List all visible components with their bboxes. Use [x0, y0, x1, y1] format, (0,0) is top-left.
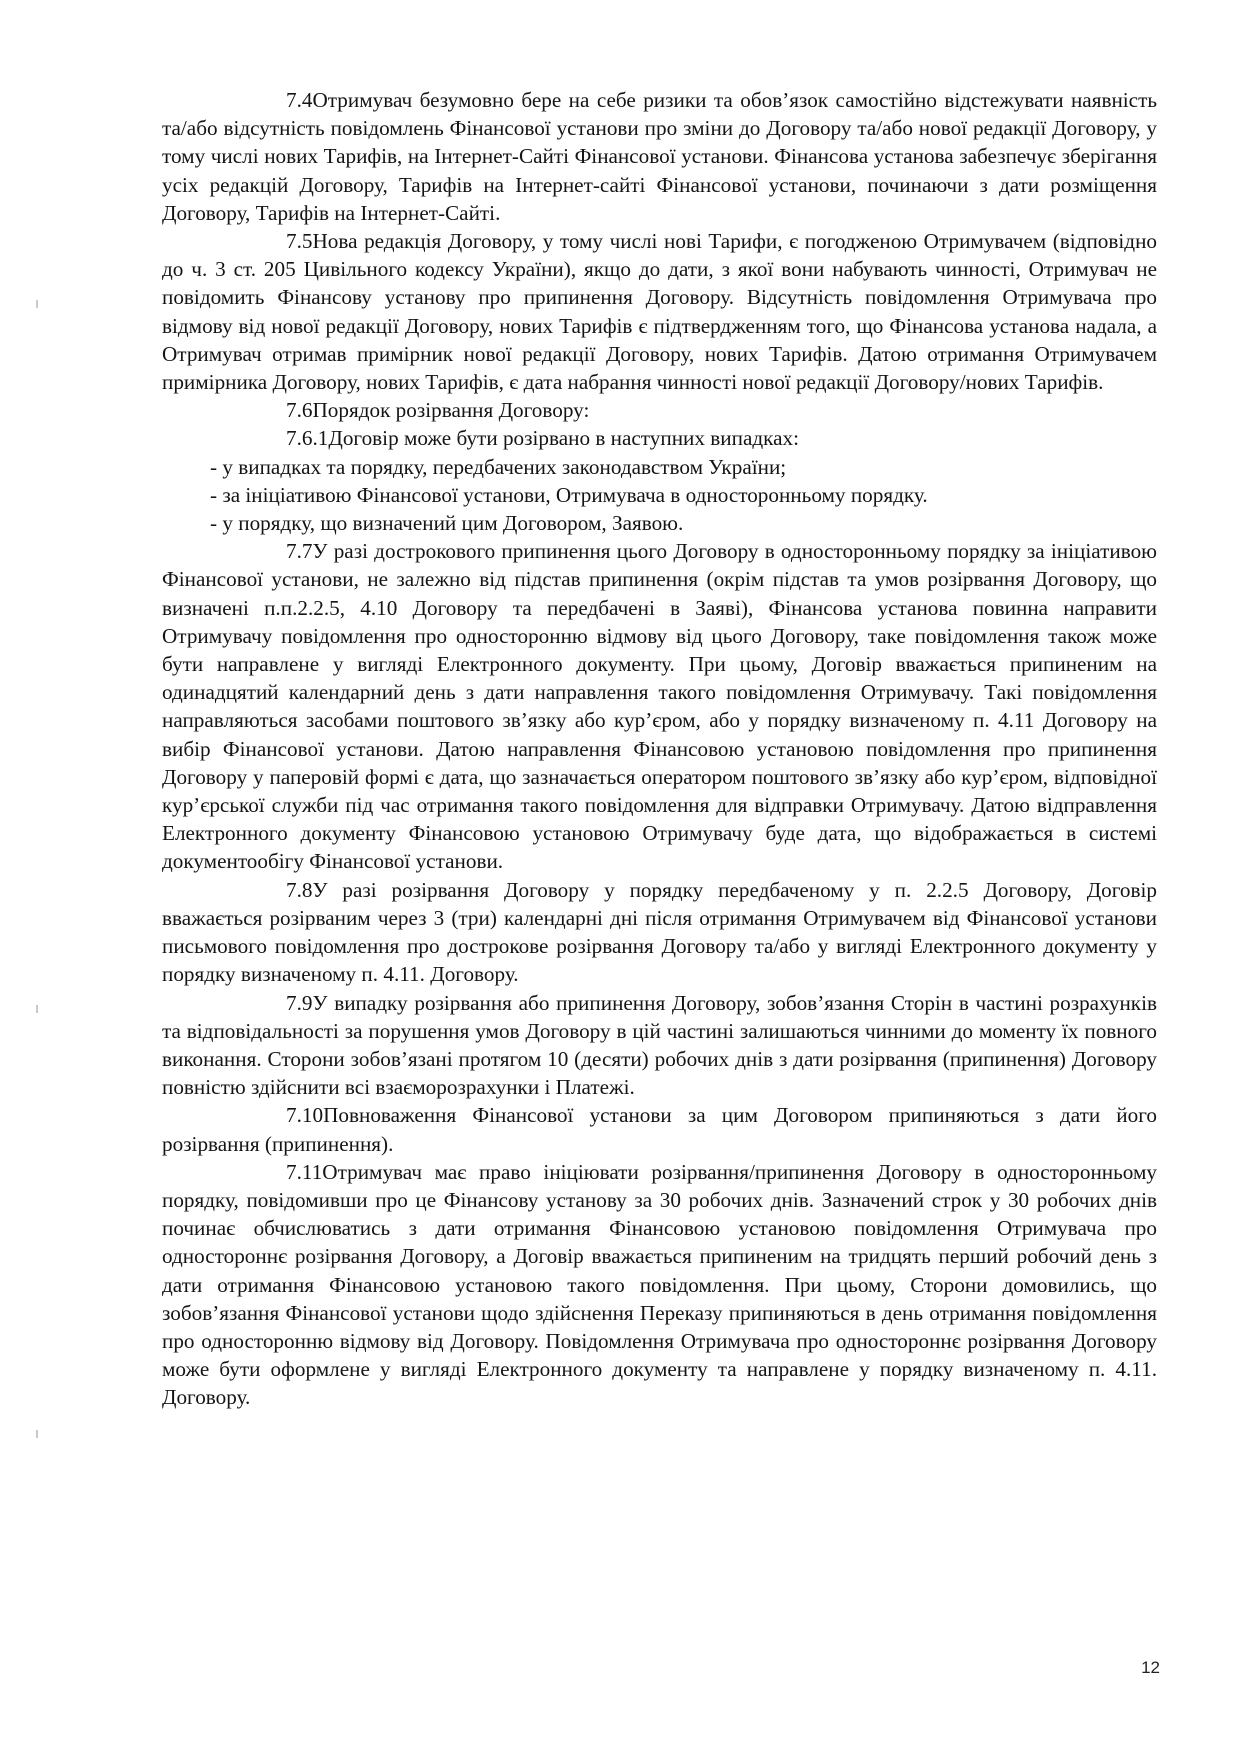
clause-number: 7.7 [286, 539, 313, 564]
scan-artifact [36, 1430, 38, 1438]
clause-number: 7.6.1 [286, 426, 329, 451]
clause-number: 7.8 [286, 877, 313, 902]
clause-7-4 [162, 86, 1157, 227]
list-item: - у випадках та порядку, передбачених законодавством України; [210, 454, 787, 479]
scan-artifact [36, 1005, 38, 1013]
list-item: - за ініціативою Фінансової установи, Отримувача в односторонньому порядку. [210, 482, 928, 507]
clause-text: Договір може бути розірвано в наступних випадках: [328, 426, 799, 451]
clause-text: У разі розірвання Договору у порядку передбаченому у п. 2.2.5 Договору, Договір вважається розірваним через 3 (три) календарні дні після отримання Отримувачем від Фінансової установи письмового повідомлення про дострокове розірвання Договору та/або у вигляді Електронного документу у порядку визначеному п. 4.11. Договору. [162, 877, 1157, 987]
clause-7-5 [162, 227, 1157, 396]
clause-number: 7.11 [286, 1159, 323, 1184]
clause-number: 7.4 [286, 88, 313, 112]
clause-number: 7.5 [286, 229, 313, 254]
clause-7-11 [162, 1158, 1157, 1412]
page-number: 12 [1141, 1658, 1160, 1677]
scan-artifact [36, 300, 38, 308]
clause-7-6 [162, 396, 1157, 424]
clause-text: Отримувач має право ініціювати розірвання/припинення Договору в односторонньому порядку, повідомивши про це Фінансову установу за 30 робочих днів. Зазначений строк у 30 робочих днів починає обчислюватись з дати отримання Фінансовою установою повідомлення Отримувача про одностороннє розірвання Договору, а Договір вважається припиненим на тридцять перший робочий день з дати отримання Фінансовою установою такого повідомлення. При цьому, Сторони домовились, що зобов’язання Фінансової установи щодо здійснення Переказу припиняються в день отримання повідомлення про односторонню відмову від Договору. Повідомлення Отримувача про одностороннє розірвання Договору може бути оформлене у вигляді Електронного документу та направлене у порядку визначеному п. 4.11. Договору. [162, 1159, 1157, 1410]
clause-7-9 [162, 989, 1157, 1102]
clause-text: Порядок розірвання Договору: [312, 398, 590, 423]
list-item: - у порядку, що визначений цим Договором, Заявою. [210, 511, 684, 536]
clause-text: У випадку розірвання або припинення Договору, зобов’язання Сторін в частині розрахунків та відповідальності за порушення умов Договору в цій частині залишаються чинними до моменту їх повного виконання. Сторони зобов’язані протягом 10 (десяти) робочих днів з дати розірвання (припинення) Договору повністю здійснити всі взаєморозрахунки і Платежі. [162, 990, 1157, 1100]
clause-7-8 [162, 876, 1157, 989]
clause-number: 7.10 [286, 1103, 324, 1128]
clause-text: У разі дострокового припинення цього Договору в односторонньому порядку за ініціативою Фінансової установи, не залежно від підстав припинення (окрім підстав та умов розірвання Договору, що визначені п.п.2.2.5, 4.10 Договору та передбачені в Заяві), Фінансова установа повинна направити Отримувачу повідомлення про односторонню відмову від цього Договору, таке повідомлення також може бути направлене у вигляді Електронного документу. При цьому, Договір вважається припиненим на одинадцятий календарний день з дати направлення такого повідомлення Отримувачу. Такі повідомлення направляються засобами поштового зв’язку або кур’єром, або у порядку визначеному п. 4.11 Договору на вибір Фінансової установи. Датою направлення Фінансовою установою повідомлення про припинення Договору у паперовій формі є дата, що зазначається оператором поштового зв’язку або кур’єром, відповідної кур’єрської служби під час отримання такого повідомлення для відправки Отримувачу. Датою відправлення Електронного документу Фінансовою установою Отримувачу буде дата, що відображається в системі документообігу Фінансової установи. [162, 539, 1157, 874]
document-body [162, 86, 1157, 1412]
clause-number: 7.6 [286, 398, 313, 423]
clause-7-6-1 [162, 424, 1157, 452]
clause-text: Нова редакція Договору, у тому числі нові Тарифи, є погодженою Отримувачем (відповідно до ч. 3 ст. 205 Цивільного кодексу України), якщо до дати, з якої вони набувають чинності, Отримувач не повідомить Фінансову установу про припинення Договору. Відсутність повідомлення Отримувача про відмову від нової редакції Договору, нових Тарифів є підтвердженням того, що Фінансова установа надала, а Отримувач отримав примірник нової редакції Договору, нових Тарифів. Датою отримання Отримувачем примірника Договору, нових Тарифів, є дата набрання чинності нової редакції Договору/нових Тарифів. [162, 229, 1157, 395]
clause-7-7 [162, 537, 1157, 875]
clause-7-10 [162, 1101, 1157, 1157]
clause-text: Повноваження Фінансової установи за цим Договором припиняються з дати його розірвання (припинення). [162, 1103, 1157, 1156]
clause-text: Отримувач безумовно бере на себе ризики та обов’язок самостійно відстежувати наявність та/або відсутність повідомлень Фінансової установи про зміни до Договору та/або нової редакції Договору, у тому числі нових Тарифів, на Інтернет-Сайті Фінансової установи. Фінансова установа забезпечує зберігання усіх редакцій Договору, Тарифів на Інтернет-сайті Фінансової установи, починаючи з дати розміщення Договору, Тарифів на Інтернет-Сайті. [162, 88, 1157, 225]
clause-number: 7.9 [286, 990, 313, 1015]
